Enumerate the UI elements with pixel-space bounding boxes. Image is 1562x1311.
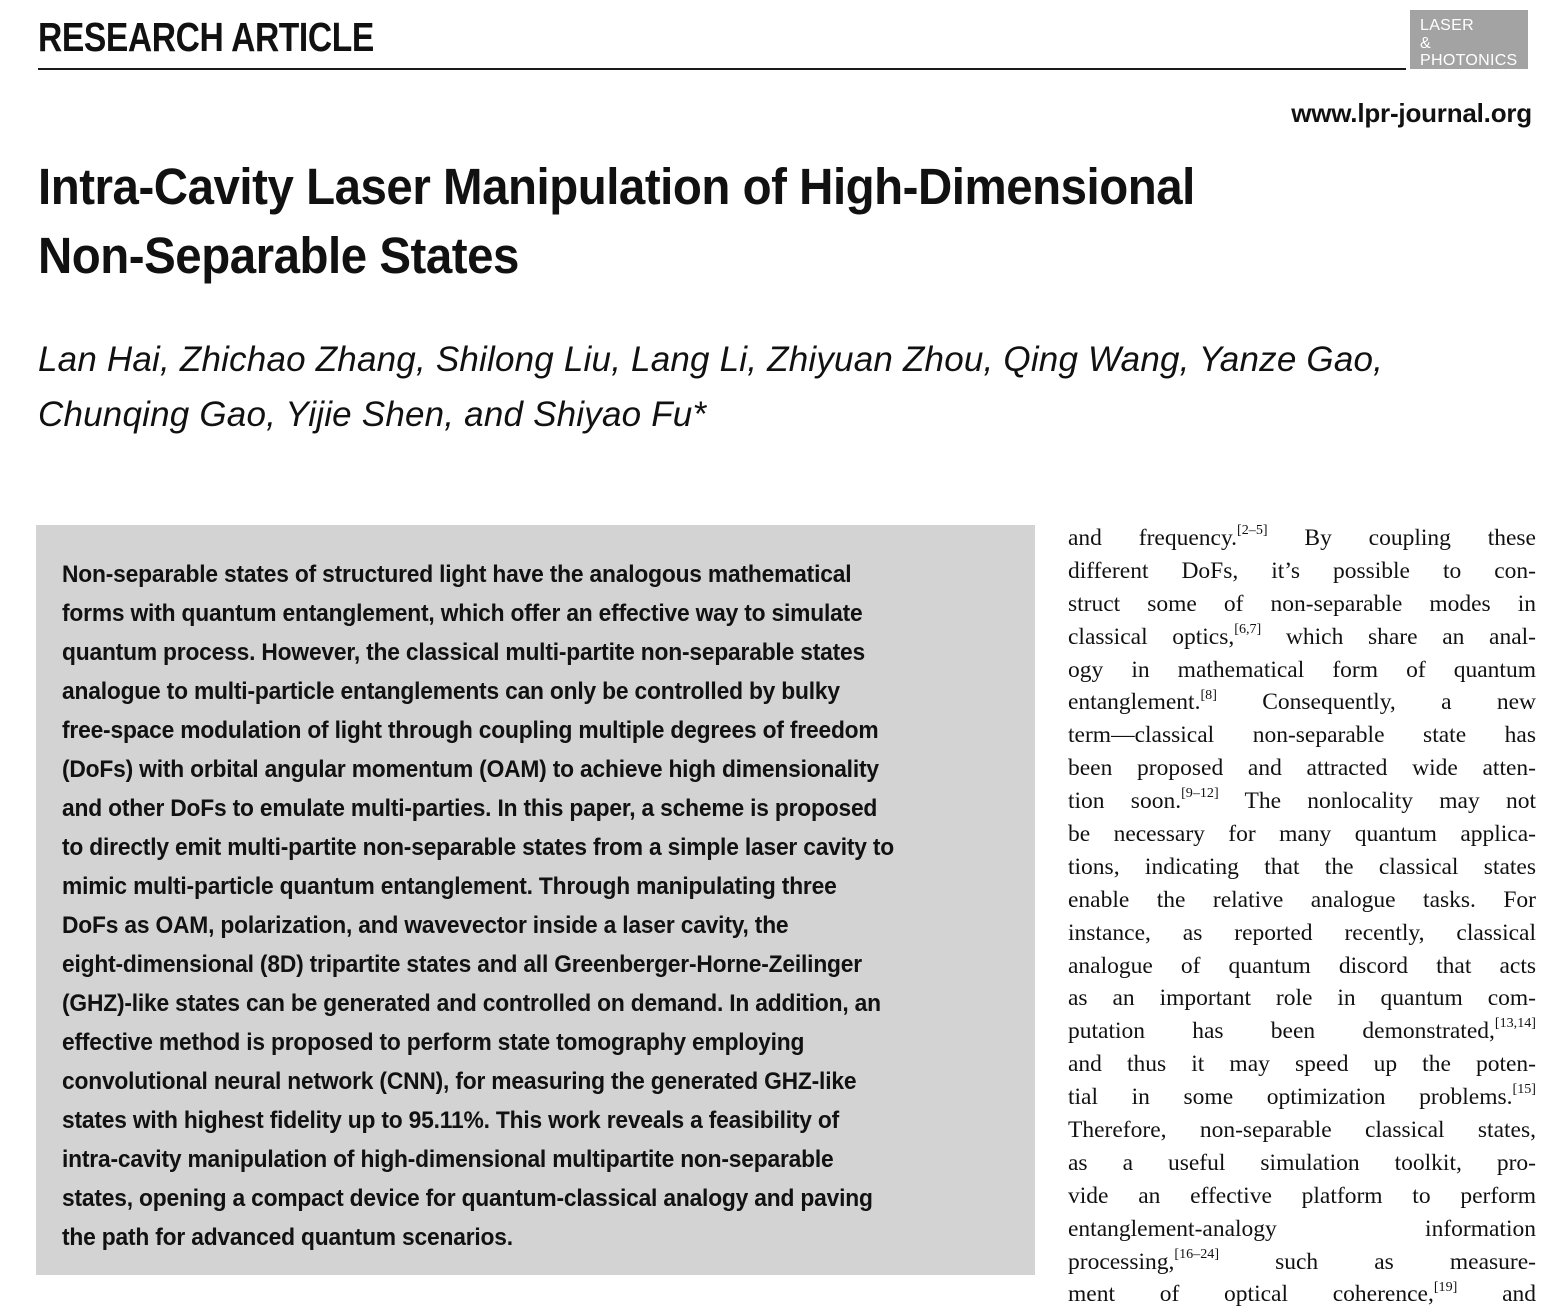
abstract-line: convolutional neural network (CNN), for measuring the generated GHZ-like (62, 1068, 857, 1095)
abstract-line: eight-dimensional (8D) tripartite states and all Greenberger-Horne-Zeilinger (62, 951, 862, 978)
authors-list (38, 332, 1538, 442)
abstract-line: quantum process. However, the classical multi-partite non-separable states (62, 639, 865, 666)
page-title-line: Non-Separable States (38, 227, 519, 284)
abstract-line: (GHZ)-like states can be generated and controlled on demand. In addition, an (62, 990, 881, 1017)
page-title-line: Intra-Cavity Laser Manipulation of High-Dimensional (38, 158, 1195, 215)
body-text-line: entanglement.[8] Consequently, a new (1068, 686, 1536, 716)
intro-text-column (1068, 522, 1536, 1311)
body-text-line: enable the relative analogue tasks. For (1068, 886, 1536, 913)
body-text-line: tion soon.[9–12] The nonlocality may not (1068, 785, 1536, 815)
body-text-line: analogue of quantum discord that acts (1068, 952, 1536, 979)
abstract-line: DoFs as OAM, polarization, and wavevector inside a laser cavity, the (62, 912, 789, 939)
author-line: Chunqing Gao, Yijie Shen, and Shiyao Fu* (38, 395, 707, 434)
body-text-line: be necessary for many quantum applica- (1068, 821, 1536, 848)
abstract-line: free-space modulation of light through coupling multiple degrees of freedom (62, 717, 879, 744)
body-text-line: Therefore, non-separable classical states, (1068, 1117, 1536, 1144)
journal-logo-line: & PHOTONICS (1420, 34, 1518, 69)
abstract-box (36, 525, 1035, 1275)
abstract-line: intra-cavity manipulation of high-dimensional multipartite non-separable (62, 1146, 834, 1173)
journal-logo (1410, 10, 1528, 87)
abstract-line: effective method is proposed to perform state tomography employing (62, 1029, 805, 1056)
abstract-line: the path for advanced quantum scenarios. (62, 1224, 513, 1251)
body-text-line: as an important role in quantum com- (1068, 985, 1536, 1012)
abstract-line: analogue to multi-particle entanglements can only be controlled by bulky (62, 678, 840, 705)
body-text-line: vide an effective platform to perform (1068, 1182, 1536, 1209)
body-text-line: processing,[16–24] such as measure- (1068, 1245, 1536, 1275)
body-text-line: tions, indicating that the classical states (1068, 853, 1536, 880)
abstract-line: Non-separable states of structured light have the analogous mathematical (62, 561, 852, 588)
body-text-line: entanglement-analogy information (1068, 1215, 1536, 1242)
body-text-line: different DoFs, it’s possible to con- (1068, 557, 1536, 584)
body-text-line: ment of optical coherence,[19] and (1068, 1278, 1536, 1308)
body-text-line: and frequency.[2–5] By coupling these (1068, 522, 1536, 551)
journal-logo-line: LASER (1420, 17, 1474, 34)
journal-website-link[interactable]: www.lpr-journal.org (1291, 98, 1532, 128)
abstract-line: states, opening a compact device for quantum-classical analogy and paving (62, 1185, 873, 1212)
body-text-line: putation has been demonstrated,[13,14] (1068, 1015, 1536, 1045)
research-article-label: RESEARCH ARTICLE (38, 14, 374, 60)
body-text-line: struct some of non-separable modes in (1068, 590, 1536, 617)
body-text-line: tial in some optimization problems.[15] (1068, 1081, 1536, 1111)
body-text-line: term—classical non-separable state has (1068, 722, 1536, 749)
journal-logo-line: REVIEWS (1420, 69, 1496, 87)
header-rule (38, 68, 1406, 70)
abstract-line: to directly emit multi-partite non-separable states from a simple laser cavity to (62, 834, 895, 861)
abstract-line: and other DoFs to emulate multi-parties. In this paper, a scheme is proposed (62, 795, 878, 822)
page-title (38, 152, 1538, 290)
author-line: Lan Hai, Zhichao Zhang, Shilong Liu, Lang Li, Zhiyuan Zhou, Qing Wang, Yanze Gao, (38, 340, 1384, 379)
body-text-line: and thus it may speed up the poten- (1068, 1051, 1536, 1078)
abstract-line: (DoFs) with orbital angular momentum (OAM) to achieve high dimensionality (62, 756, 879, 783)
abstract-line: states with highest fidelity up to 95.11%. This work reveals a feasibility of (62, 1107, 840, 1134)
body-text-line: been proposed and attracted wide atten- (1068, 755, 1536, 782)
abstract-line: mimic multi-particle quantum entanglement. Through manipulating three (62, 873, 837, 900)
body-text-line: instance, as reported recently, classical (1068, 919, 1536, 946)
body-text-line: ogy in mathematical form of quantum (1068, 656, 1536, 683)
body-text-line: classical optics,[6,7] which share an anal- (1068, 620, 1536, 650)
abstract-line: forms with quantum entanglement, which offer an effective way to simulate (62, 600, 863, 627)
body-text-line: as a useful simulation toolkit, pro- (1068, 1149, 1536, 1176)
